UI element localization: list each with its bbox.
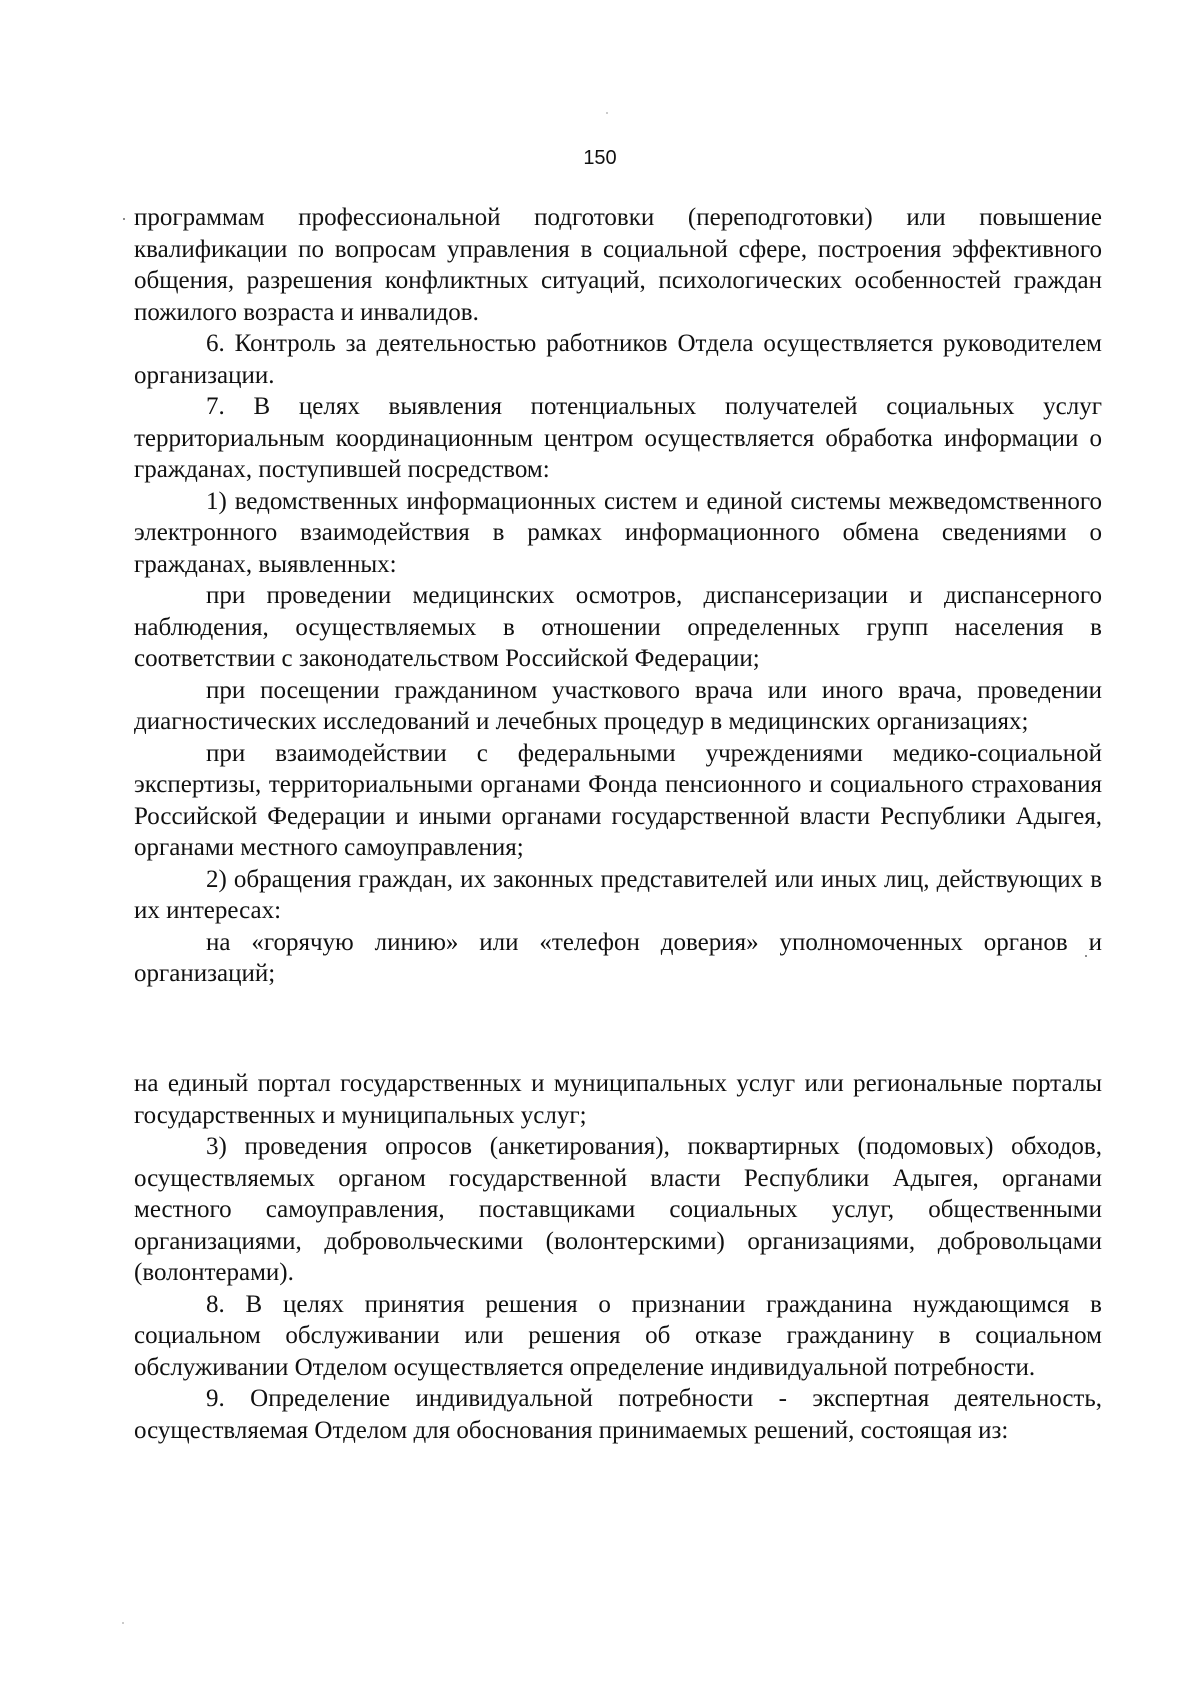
paragraph-7-item-1-doctor-visits: при посещении гражданином участкового врача или иного врача, проведении диагностических исследований и лечебных процедур в медицинских организациях; — [134, 676, 1102, 735]
scan-speck — [1085, 955, 1087, 957]
paragraph-6: 6. Контроль за деятельностью работников Отдела осуществляется руководителем организации. — [134, 330, 1102, 389]
paragraph-7-item-2-portal: на единый портал государственных и муниципальных услуг или региональные порталы государственных и муниципальных услуг; — [134, 1070, 1102, 1129]
paragraph-continued: программам профессиональной подготовки (переподготовки) или повышение квалификации по вопросам управления в социальной сфере, построения эффективного общения, разрешения конфликтных ситуаций, психологических особенностей граждан пожилого возраста и инвалидов. — [134, 204, 1102, 326]
paragraph-7-item-2: 2) обращения граждан, их законных представителей или иных лиц, действующих в их интересах: — [134, 865, 1102, 924]
paragraph-7: 7. В целях выявления потенциальных получателей социальных услуг территориальным координационным центром осуществляется обработка информации о гражданах, поступившей посредством: — [134, 393, 1102, 483]
page-number: 150 — [583, 147, 617, 169]
scan-speck — [123, 218, 125, 220]
scan-speck — [122, 1622, 124, 1624]
scan-speck — [606, 112, 608, 114]
paragraph-9: 9. Определение индивидуальной потребности - экспертная деятельность, осуществляемая Отделом для обоснования принимаемых решений, состоящая из: — [134, 1385, 1102, 1444]
paragraph-7-item-2-hotline: на «горячую линию» или «телефон доверия» уполномоченных органов и организаций; — [134, 928, 1102, 987]
paragraph-8: 8. В целях принятия решения о признании гражданина нуждающимся в социальном обслуживании или решения об отказе гражданину в социальном обслуживании Отделом осуществляется определение индивидуальной потребности. — [134, 1290, 1102, 1381]
paragraph-7-item-1-medical-checkups: при проведении медицинских осмотров, диспансеризации и диспансерного наблюдения, осуществляемых в отношении определенных групп населения в соответствии с законодательством Российской Федерации; — [134, 582, 1102, 672]
body-text-lower — [134, 1068, 1102, 1446]
paragraph-7-item-3: 3) проведения опросов (анкетирования), поквартирных (подомовых) обходов, осуществляемых органом государственной власти Республики Адыгея, органами местного самоуправления, поставщиками социальных услуг, общественными организациями, добровольческими (волонтерскими) организациями, добровольцами (волонтерами). — [134, 1133, 1102, 1286]
body-text-upper — [134, 202, 1102, 990]
paragraph-7-item-1-interaction: при взаимодействии с федеральными учреждениями медико-социальной экспертизы, территориальными органами Фонда пенсионного и социального страхования Российской Федерации и иными органами государственной власти Республики Адыгея, органами местного самоуправления; — [134, 739, 1102, 861]
paragraph-7-item-1: 1) ведомственных информационных систем и единой системы межведомственного электронного взаимодействия в рамках информационного обмена сведениями о гражданах, выявленных: — [134, 487, 1102, 578]
